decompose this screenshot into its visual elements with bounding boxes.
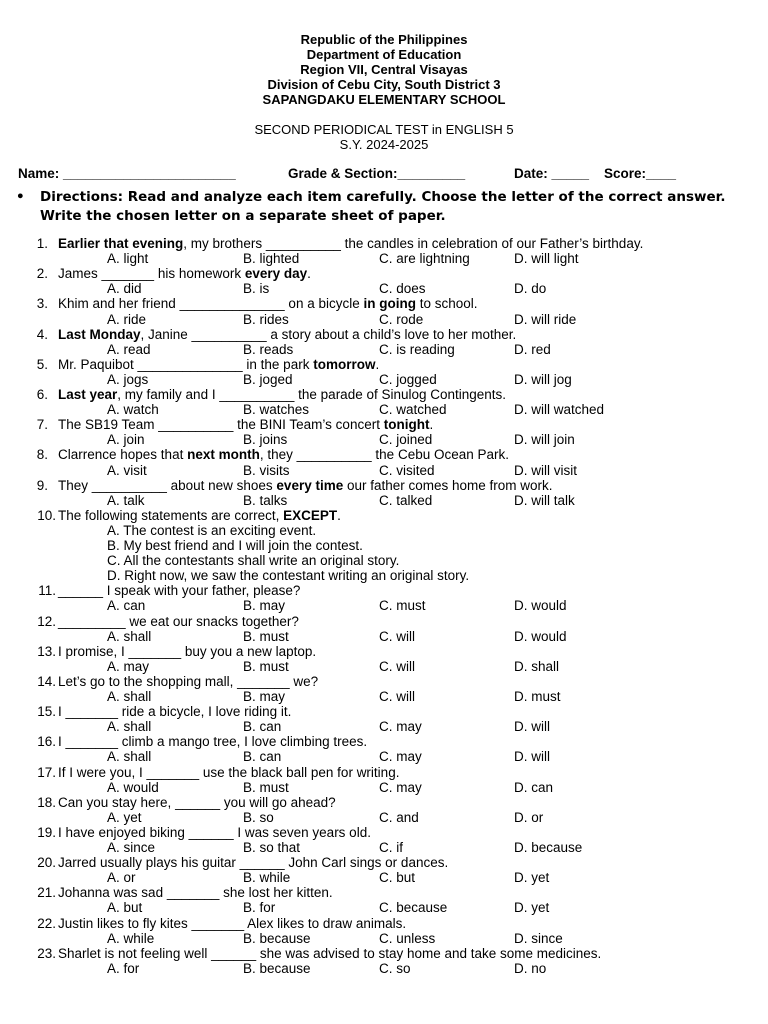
question-number: 22. <box>37 915 56 931</box>
option-c[interactable]: C. will <box>379 689 415 704</box>
question-number: 7. <box>36 417 48 433</box>
option-a[interactable]: A. ride <box>107 311 147 327</box>
question-text: I promise, I _______ buy you a new laptop. <box>58 643 317 659</box>
option-a[interactable]: A. shall <box>107 749 152 765</box>
statement-option[interactable]: D. Right now, we saw the contestant writing an original story. <box>107 568 470 584</box>
option-c[interactable]: C. rode <box>379 311 424 327</box>
question-number: 5. <box>36 356 48 372</box>
option-c[interactable]: C. will <box>379 658 415 674</box>
option-c[interactable]: C. talked <box>379 492 433 508</box>
text-segment: to school. <box>415 296 478 312</box>
option-a[interactable]: A. shall <box>107 719 152 735</box>
text-segment: Mr. Paquibot ______________ in the park <box>58 356 314 372</box>
question-number: 17. <box>37 764 56 780</box>
option-b[interactable]: B. joins <box>243 432 288 448</box>
option-b[interactable]: B. must <box>243 779 289 795</box>
option-d[interactable]: D. would <box>514 628 567 644</box>
emphasis-text: Last Monday <box>58 326 141 342</box>
emphasis-text: every day <box>244 266 308 282</box>
option-d[interactable]: D. since <box>514 930 563 946</box>
option-d[interactable]: D. must <box>514 689 561 704</box>
text-segment: Clarrence hopes that <box>58 447 188 463</box>
question-number: 4. <box>36 326 48 342</box>
question-number: 8. <box>36 447 48 463</box>
question-text: Sharlet is not feeling well ______ she was advised to stay home and take some medicines. <box>58 945 602 961</box>
option-a[interactable]: A. but <box>107 900 143 916</box>
option-a[interactable]: A. shall <box>107 628 152 644</box>
emphasis-text: next month <box>187 447 260 463</box>
option-d[interactable]: D. do <box>514 281 547 297</box>
name-field: Name: _______________________ <box>18 166 236 181</box>
text-segment: . <box>375 356 380 372</box>
question-number: 6. <box>36 387 48 402</box>
option-d[interactable]: D. shall <box>514 658 560 674</box>
option-c[interactable]: C. and <box>379 809 419 825</box>
option-b[interactable]: B. rides <box>243 311 289 327</box>
text-segment: They __________ about new shoes <box>58 477 277 493</box>
question-number: 18. <box>37 794 56 810</box>
score-field: Score:____ <box>604 166 677 181</box>
header-region: Region VII, Central Visayas <box>300 62 468 77</box>
question-number: 11. <box>38 583 56 599</box>
option-c[interactable]: C. is reading <box>379 341 455 357</box>
question-number: 2. <box>36 266 48 282</box>
option-a[interactable]: A. can <box>107 598 146 614</box>
emphasis-text: Earlier that evening <box>58 236 184 251</box>
question-text <box>58 296 478 311</box>
question-text <box>58 478 553 493</box>
option-b[interactable]: B. joged <box>243 371 293 387</box>
option-a[interactable]: A. read <box>107 341 151 357</box>
question-number: 14. <box>37 673 56 689</box>
option-a[interactable]: A. would <box>107 779 159 795</box>
option-d[interactable]: D. because <box>514 840 583 855</box>
option-c[interactable]: C. watched <box>379 402 447 418</box>
option-c[interactable]: C. may <box>379 779 422 795</box>
option-a[interactable]: A. talk <box>107 492 145 508</box>
question-number: 20. <box>37 855 56 871</box>
option-c[interactable]: C. joined <box>379 432 433 448</box>
option-c[interactable]: C. does <box>379 281 426 297</box>
question-text <box>58 508 341 523</box>
option-c[interactable]: C. if <box>379 840 404 855</box>
text-segment: . <box>307 266 311 282</box>
school-name: SAPANGDAKU ELEMENTARY SCHOOL <box>262 92 506 107</box>
question-text: _________ we eat our snacks together? <box>58 613 299 629</box>
question-text: If I were you, I _______ use the black ball pen for writing. <box>58 764 400 780</box>
header-division: Division of Cebu City, South District 3 <box>267 77 501 92</box>
option-b[interactable]: B. visits <box>243 462 290 478</box>
text-segment: . <box>429 417 434 433</box>
text-segment: The SB19 Team __________ the BINI Team’s concert <box>58 417 384 433</box>
option-d[interactable]: D. will <box>514 719 550 735</box>
option-c[interactable]: C. must <box>379 598 426 614</box>
option-a[interactable]: A. light <box>107 251 149 267</box>
option-b[interactable]: B. can <box>243 719 282 735</box>
text-segment: , Janine __________ a story about a child’s love to her mother. <box>140 326 517 342</box>
question-text <box>58 236 643 251</box>
question-number: 23. <box>37 945 56 961</box>
text-segment: Khim and her friend ______________ on a bicycle <box>58 296 364 312</box>
option-b[interactable]: B. because <box>243 960 311 976</box>
text-segment: The following statements are correct, <box>58 507 284 523</box>
option-d[interactable]: D. will <box>514 749 550 765</box>
question-text: Can you stay here, ______ you will go ahead? <box>58 794 336 810</box>
option-b[interactable]: B. can <box>243 749 282 765</box>
option-a[interactable]: A. join <box>107 432 145 448</box>
emphasis-text: tomorrow <box>313 356 376 372</box>
option-c[interactable]: C. so <box>379 960 411 976</box>
question-text <box>58 417 433 432</box>
option-d[interactable]: D. red <box>514 341 551 357</box>
text-segment: . <box>337 507 341 523</box>
question-number: 1. <box>36 236 48 251</box>
option-a[interactable]: A. yet <box>107 809 142 825</box>
option-a[interactable]: A. did <box>107 281 142 297</box>
text-segment: , my brothers __________ the candles in celebration of our Father’s birthday. <box>183 236 644 251</box>
option-b[interactable]: B. may <box>243 689 286 704</box>
option-d[interactable]: D. will talk <box>514 492 575 508</box>
option-b[interactable]: B. reads <box>243 341 294 357</box>
option-c[interactable]: C. visited <box>379 462 435 478</box>
option-d[interactable]: D. yet <box>514 900 550 916</box>
option-c[interactable]: C. may <box>379 719 422 735</box>
option-b[interactable]: B. lighted <box>243 251 300 267</box>
question-text: Johanna was sad _______ she lost her kitten. <box>58 885 333 901</box>
header-republic: Republic of the Philippines <box>300 32 468 47</box>
question-number: 16. <box>37 734 56 750</box>
statement-option[interactable]: B. My best friend and I will join the contest. <box>107 538 363 553</box>
option-c[interactable]: C. unless <box>379 930 436 946</box>
option-d[interactable]: D. will light <box>514 251 579 267</box>
option-c[interactable]: C. may <box>379 749 422 765</box>
option-d[interactable]: D. no <box>514 960 547 976</box>
school-year: S.Y. 2024-2025 <box>339 137 429 152</box>
directions <box>16 188 746 226</box>
statement-option[interactable]: A. The contest is an exciting event. <box>107 522 317 538</box>
option-d[interactable]: D. will ride <box>514 311 577 327</box>
statement-option[interactable]: C. All the contestants shall write an original story. <box>107 553 400 569</box>
option-c[interactable]: C. but <box>379 870 416 886</box>
date-field: Date: _____ <box>514 166 590 181</box>
option-c[interactable]: C. are lightning <box>379 251 470 267</box>
option-b[interactable]: B. must <box>243 658 289 674</box>
question-text: ______ I speak with your father, please? <box>58 583 301 599</box>
question-number: 12. <box>37 613 56 629</box>
question-text <box>58 266 311 281</box>
option-a[interactable]: A. visit <box>107 462 147 478</box>
option-d[interactable]: D. or <box>514 809 544 825</box>
option-d[interactable]: D. yet <box>514 870 550 886</box>
option-d[interactable]: D. will jog <box>514 371 572 387</box>
option-d[interactable]: D. can <box>514 779 554 795</box>
option-b[interactable]: B. so <box>243 809 274 825</box>
option-b[interactable]: B. while <box>243 870 291 886</box>
option-a[interactable]: A. may <box>107 658 150 674</box>
option-a[interactable]: A. watch <box>107 402 159 418</box>
text-segment: , my family and I __________ the parade of Sinulog Contingents. <box>117 387 507 402</box>
question-number: 3. <box>36 296 48 312</box>
option-c[interactable]: C. because <box>379 900 448 916</box>
option-a[interactable]: A. jogs <box>107 371 149 387</box>
emphasis-text: EXCEPT <box>283 507 338 523</box>
question-text <box>58 387 506 402</box>
text-segment: , they __________ the Cebu Ocean Park. <box>259 447 510 463</box>
bullet-icon: • <box>16 189 25 205</box>
emphasis-text: every time <box>276 477 344 493</box>
directions-text: Directions: Read and analyze each item carefully. Choose the letter of the correct answer. Write the chosen letter on a separate sheet of paper. <box>40 189 726 224</box>
option-d[interactable]: D. will join <box>514 432 575 448</box>
question-text: Justin likes to fly kites _______ Alex likes to draw animals. <box>58 915 407 931</box>
option-c[interactable]: C. jogged <box>379 371 437 387</box>
emphasis-text: tonight <box>383 417 430 433</box>
question-text: I _______ climb a mango tree, I love climbing trees. <box>58 734 368 750</box>
header-department: Department of Education <box>306 47 462 62</box>
option-b[interactable]: B. is <box>243 281 270 297</box>
question-number: 10. <box>37 507 56 523</box>
question-number: 9. <box>36 477 48 493</box>
option-b[interactable]: B. must <box>243 628 289 644</box>
option-b[interactable]: B. watches <box>243 402 310 418</box>
question-text: Jarred usually plays his guitar ______ John Carl sings or dances. <box>58 855 449 871</box>
question-text: I _______ ride a bicycle, I love riding it. <box>58 704 292 720</box>
option-a[interactable]: A. while <box>107 930 155 946</box>
text-segment: James _______ his homework <box>58 266 245 282</box>
test-title: SECOND PERIODICAL TEST in ENGLISH 5 <box>254 122 514 137</box>
option-b[interactable]: B. for <box>243 900 276 916</box>
question-number: 13. <box>37 643 56 659</box>
option-b[interactable]: B. so that <box>243 840 301 855</box>
option-d[interactable]: D. will visit <box>514 462 577 478</box>
question-number: 21. <box>37 885 56 901</box>
option-b[interactable]: B. may <box>243 598 286 614</box>
option-a[interactable]: A. shall <box>107 689 152 704</box>
question-text <box>58 327 516 342</box>
emphasis-text: Last year <box>58 387 118 402</box>
grade-section-field: Grade & Section:_________ <box>288 166 466 181</box>
option-d[interactable]: D. would <box>514 598 567 614</box>
emphasis-text: in going <box>363 296 416 312</box>
question-text: Let’s go to the shopping mall, _______ we? <box>58 673 319 689</box>
option-b[interactable]: B. talks <box>243 492 288 508</box>
option-c[interactable]: C. will <box>379 628 415 644</box>
option-b[interactable]: B. because <box>243 930 311 946</box>
question-text <box>58 357 379 372</box>
option-a[interactable]: A. since <box>107 840 156 855</box>
option-a[interactable]: A. or <box>107 870 136 886</box>
question-text: I have enjoyed biking ______ I was seven years old. <box>58 824 371 840</box>
option-a[interactable]: A. for <box>107 960 140 976</box>
question-text <box>58 447 509 462</box>
text-segment: our father comes home from work. <box>343 477 553 493</box>
option-d[interactable]: D. will watched <box>514 402 605 418</box>
question-number: 19. <box>37 824 56 840</box>
question-number: 15. <box>37 704 56 720</box>
